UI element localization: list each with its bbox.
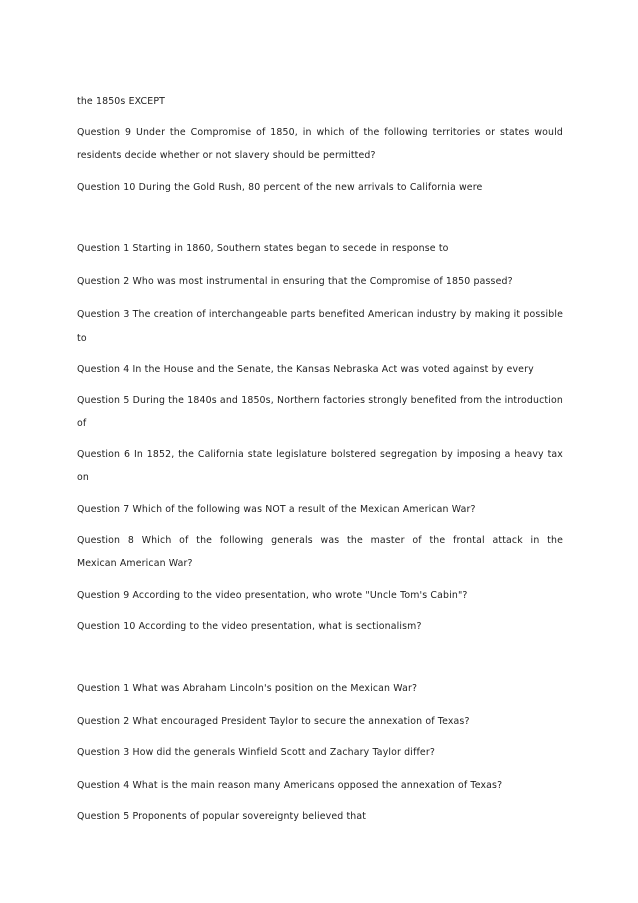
text-line: Question 7 Which of the following was NOT a result of the Mexican American War? <box>77 504 476 515</box>
text-line: Question 9 Under the Compromise of 1850, in which of the following territories or states would <box>77 127 563 138</box>
text-line: Question 3 The creation of interchangeable parts benefited American industry by making it possible <box>77 309 563 320</box>
text-line: Question 6 In 1852, the California state legislature bolstered segregation by imposing a heavy tax <box>77 449 563 460</box>
text-line: Question 1 Starting in 1860, Southern states began to secede in response to <box>77 243 449 254</box>
text-line: the 1850s EXCEPT <box>77 96 166 107</box>
text-line: Question 5 Proponents of popular sovereignty believed that <box>77 811 367 822</box>
text-line: Question 3 How did the generals Winfield Scott and Zachary Taylor differ? <box>77 747 435 758</box>
text-line: Question 9 According to the video presentation, who wrote "Uncle Tom's Cabin"? <box>77 590 468 601</box>
text-line: Question 10 According to the video presentation, what is sectionalism? <box>77 621 422 632</box>
text-line: of <box>77 418 87 429</box>
text-line: residents decide whether or not slavery should be permitted? <box>77 150 376 161</box>
text-line: Question 10 During the Gold Rush, 80 percent of the new arrivals to California were <box>77 182 483 193</box>
text-line: on <box>77 472 89 483</box>
text-line: Question 2 Who was most instrumental in ensuring that the Compromise of 1850 passed? <box>77 276 513 287</box>
text-line: Question 5 During the 1840s and 1850s, Northern factories strongly benefited from the introduction <box>77 395 563 406</box>
text-line: Mexican American War? <box>77 558 193 569</box>
text-line: Question 1 What was Abraham Lincoln's position on the Mexican War? <box>77 683 418 694</box>
text-line: Question 8 Which of the following generals was the master of the frontal attack in the <box>77 535 563 546</box>
text-line: Question 4 In the House and the Senate, the Kansas Nebraska Act was voted against by every <box>77 364 534 375</box>
text-line: to <box>77 333 87 344</box>
text-line: Question 2 What encouraged President Taylor to secure the annexation of Texas? <box>77 716 470 727</box>
text-line: Question 4 What is the main reason many Americans opposed the annexation of Texas? <box>77 780 503 791</box>
